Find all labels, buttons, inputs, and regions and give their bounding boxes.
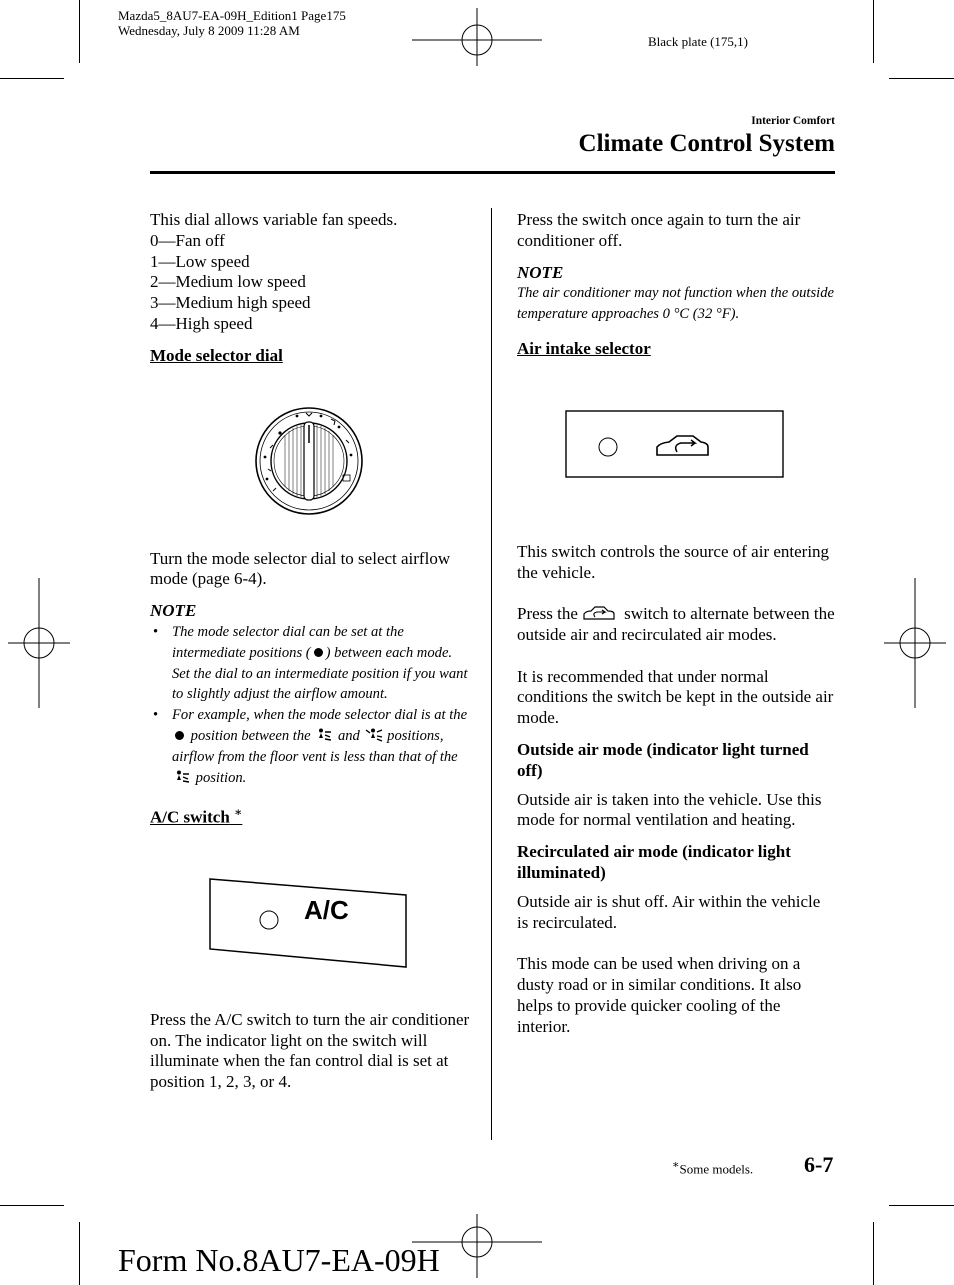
form-number: Form No.8AU7-EA-09H bbox=[118, 1242, 440, 1278]
crop-mark bbox=[0, 1205, 64, 1206]
outside-air-heading: Outside air mode (indicator light turned off) bbox=[517, 739, 809, 780]
footnote-star: ∗ bbox=[672, 1159, 680, 1171]
print-header bbox=[118, 8, 346, 38]
date-line: Wednesday, July 8 2009 11:28 AM bbox=[118, 23, 300, 38]
note-title-right: NOTE bbox=[517, 262, 564, 282]
registration-mark-icon bbox=[412, 8, 542, 68]
column-divider bbox=[491, 208, 492, 1140]
floor-vent-icon bbox=[314, 728, 334, 742]
fan-speed-3: 3—Medium high speed bbox=[150, 293, 311, 313]
recirculated-air-text: Outside air is shut off. Air within the vehicle is recirculated. bbox=[517, 891, 821, 932]
recirculation-car-icon bbox=[582, 604, 616, 622]
bullet-dot-icon bbox=[175, 731, 184, 740]
crop-mark bbox=[79, 0, 80, 63]
note-title: NOTE bbox=[150, 601, 197, 621]
right-column bbox=[517, 210, 835, 1037]
page-number: 6-7 bbox=[804, 1152, 834, 1177]
note1-part-b: ) between each mode. Set the dial to an intermediate position if you want to slightly adjust the airflow amount. bbox=[172, 644, 468, 703]
ac-heading-text: A/C switch bbox=[150, 808, 230, 827]
crop-mark bbox=[873, 1222, 874, 1285]
fan-speed-2: 2—Medium low speed bbox=[150, 272, 306, 292]
note2-part-d: positions, airflow from the floor vent is less than that of the bbox=[172, 727, 458, 765]
fan-speed-0: 0—Fan off bbox=[150, 230, 225, 250]
note2-part-a: For example, when the mode selector dial is at the bbox=[172, 707, 468, 724]
recommend-text: It is recommended that under normal conditions the switch be kept in the outside air mode. bbox=[517, 666, 834, 728]
ac-switch-label: A/C bbox=[304, 894, 349, 925]
plate-label: Black plate (175,1) bbox=[648, 34, 748, 49]
mode-selector-heading: Mode selector dial bbox=[150, 345, 283, 365]
note2-part-b: position between the bbox=[190, 727, 311, 744]
crop-mark bbox=[889, 1205, 954, 1206]
note2-part-c: and bbox=[337, 727, 360, 744]
registration-mark-icon bbox=[884, 578, 946, 708]
fan-intro: This dial allows variable fan speeds. bbox=[150, 210, 398, 229]
press-switch-text bbox=[517, 604, 835, 646]
note-bullet-1 bbox=[150, 622, 472, 705]
page-title: Climate Control System bbox=[578, 130, 835, 157]
note1-part-a: The mode selector dial can be set at the intermediate positions ( bbox=[172, 623, 404, 661]
crop-mark bbox=[873, 0, 874, 63]
ac-on-text: Press the A/C switch to turn the air conditioner on. The indicator light on the switch will illuminate when the fan control dial is set at position 1, 2, 3, or 4. bbox=[150, 1009, 470, 1092]
note-bullet-2 bbox=[150, 705, 472, 788]
crop-mark bbox=[79, 1222, 80, 1285]
ac-switch-heading bbox=[150, 802, 472, 828]
note-text-right: The air conditioner may not function when the outside temperature approaches 0 °C (32 °F). bbox=[517, 285, 834, 323]
registration-mark-icon bbox=[8, 578, 70, 708]
outside-air-text: Outside air is taken into the vehicle. Use this mode for normal ventilation and heating. bbox=[517, 789, 822, 830]
air-intake-switch-illustration bbox=[565, 410, 785, 480]
note2-part-e: position. bbox=[195, 769, 247, 786]
crop-mark bbox=[0, 78, 64, 79]
floor-vent-icon bbox=[172, 770, 192, 784]
mode-dial-figure bbox=[150, 367, 472, 549]
bullet-dot-icon bbox=[314, 648, 323, 657]
source-text: This switch controls the source of air entering the vehicle. bbox=[517, 541, 830, 582]
file-line: Mazda5_8AU7-EA-09H_Edition1 Page175 bbox=[118, 8, 346, 23]
floor-defrost-vent-icon bbox=[364, 728, 384, 742]
mode-selector-text: Turn the mode selector dial to select airflow mode (page 6-4). bbox=[150, 548, 451, 589]
mode-dial-illustration bbox=[253, 405, 365, 517]
fan-speed-4: 4—High speed bbox=[150, 313, 253, 333]
air-intake-figure bbox=[517, 360, 835, 542]
title-rule bbox=[150, 171, 835, 174]
left-column bbox=[150, 210, 472, 1093]
ac-switch-figure bbox=[150, 829, 472, 1010]
dusty-road-text: This mode can be used when driving on a dusty road or in similar conditions. It also helps to provide quicker cooling of the interior. bbox=[517, 954, 802, 1036]
recirculated-air-heading: Recirculated air mode (indicator light illuminated) bbox=[517, 842, 791, 882]
some-models-footnote bbox=[672, 1158, 753, 1177]
footnote-text: Some models. bbox=[679, 1161, 754, 1177]
some-models-star: ∗ bbox=[234, 805, 243, 820]
crop-mark bbox=[889, 78, 954, 79]
air-intake-heading: Air intake selector bbox=[517, 338, 651, 358]
section-kicker: Interior Comfort bbox=[751, 115, 835, 127]
fan-speed-1: 1—Low speed bbox=[150, 251, 250, 271]
press-part-b: switch to alternate between the outside air and recirculated air modes. bbox=[517, 604, 835, 644]
press-part-a: Press the bbox=[517, 604, 578, 624]
ac-off-text: Press the switch once again to turn the air conditioner off. bbox=[517, 210, 801, 250]
